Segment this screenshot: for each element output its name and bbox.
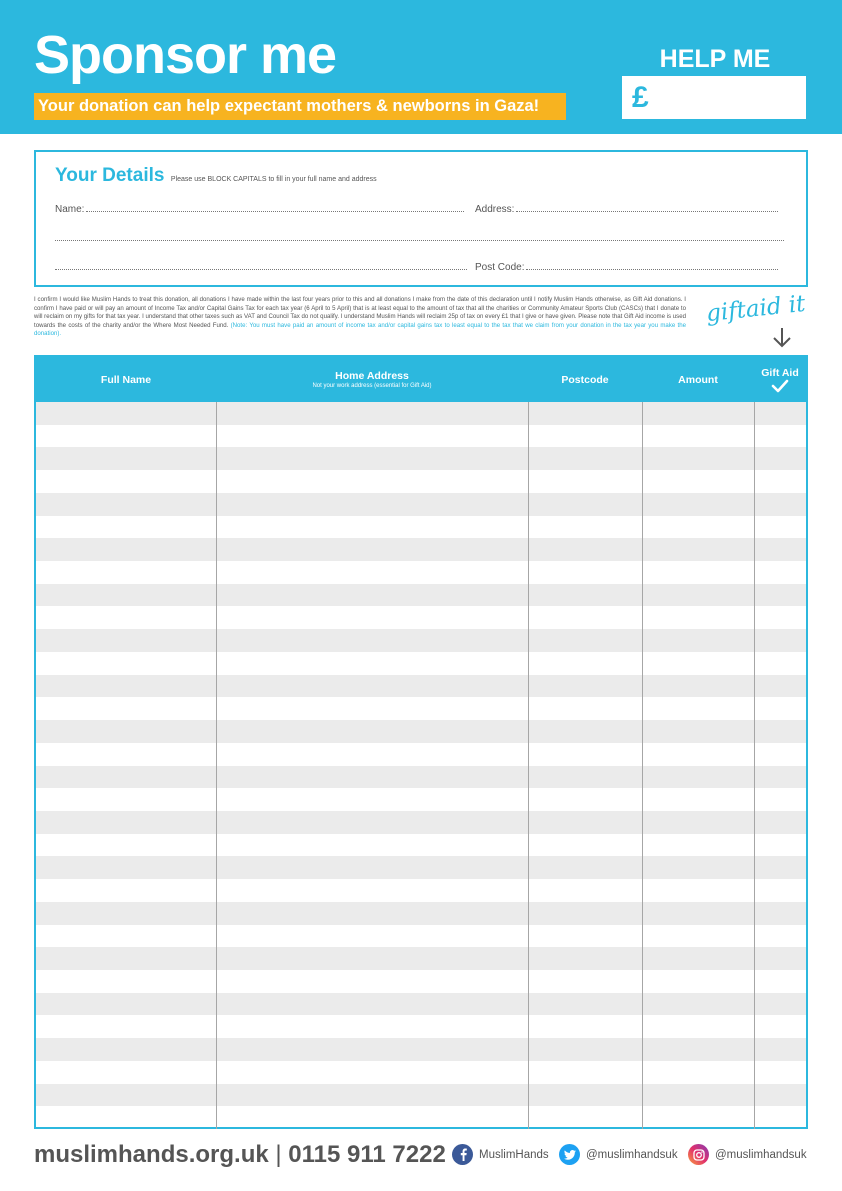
facebook-link[interactable] xyxy=(452,1144,549,1165)
address-line-3[interactable] xyxy=(55,261,469,274)
table-row[interactable] xyxy=(36,811,806,834)
postcode-label: Post Code: xyxy=(475,262,525,273)
postcode-field[interactable] xyxy=(475,261,785,274)
table-row[interactable] xyxy=(36,834,806,857)
table-row[interactable] xyxy=(36,970,806,993)
column-header-amount xyxy=(642,357,754,402)
table-row[interactable] xyxy=(36,447,806,470)
address-line-3-fill xyxy=(55,261,467,270)
footer-contact xyxy=(34,1140,446,1170)
raise-target-label: HELP ME xyxy=(659,45,771,73)
column-divider xyxy=(216,402,217,1129)
facebook-icon xyxy=(452,1144,473,1165)
column-label: Home Address xyxy=(335,369,409,382)
table-row[interactable] xyxy=(36,629,806,652)
postcode-fill-line xyxy=(526,261,778,270)
table-row[interactable] xyxy=(36,720,806,743)
address-fill-line xyxy=(516,203,778,212)
table-row[interactable] xyxy=(36,606,806,629)
table-row[interactable] xyxy=(36,561,806,584)
details-note: Please use BLOCK CAPITALS to fill in your full name and address xyxy=(170,176,377,183)
page-title: Sponsor me xyxy=(34,25,337,85)
address-field[interactable] xyxy=(475,203,785,216)
header-banner xyxy=(0,0,842,134)
table-row[interactable] xyxy=(36,652,806,675)
table-row[interactable] xyxy=(36,766,806,789)
column-header-full-name xyxy=(36,357,216,402)
address-line-2[interactable] xyxy=(55,232,785,245)
twitter-link[interactable] xyxy=(559,1144,678,1165)
table-row[interactable] xyxy=(36,1038,806,1061)
column-sublabel: Not your work address (essential for Gift Aid) xyxy=(312,382,432,389)
table-row[interactable] xyxy=(36,902,806,925)
table-row[interactable] xyxy=(36,470,806,493)
column-label: Gift Aid xyxy=(761,366,799,379)
giftaid-it-logo: giftaid it xyxy=(704,290,807,328)
column-header-postcode xyxy=(528,357,642,402)
name-fill-line xyxy=(86,203,464,212)
table-body xyxy=(36,402,806,1129)
twitter-icon xyxy=(559,1144,580,1165)
table-row[interactable] xyxy=(36,925,806,948)
table-row[interactable] xyxy=(36,425,806,448)
column-divider xyxy=(528,402,529,1129)
website-link[interactable]: muslimhands.org.uk xyxy=(34,1141,269,1168)
instagram-link[interactable] xyxy=(688,1144,807,1165)
column-header-gift-aid xyxy=(754,357,806,402)
currency-symbol: £ xyxy=(632,81,649,114)
table-row[interactable] xyxy=(36,1106,806,1129)
column-divider xyxy=(642,402,643,1129)
table-row[interactable] xyxy=(36,993,806,1016)
column-label: Full Name xyxy=(100,373,152,386)
table-row[interactable] xyxy=(36,697,806,720)
table-row[interactable] xyxy=(36,516,806,539)
address-label: Address: xyxy=(475,204,515,215)
table-header xyxy=(36,357,806,402)
footer-separator: | xyxy=(275,1141,282,1168)
table-row[interactable] xyxy=(36,856,806,879)
facebook-handle: MuslimHands xyxy=(479,1148,549,1161)
column-header-home-address xyxy=(216,357,528,402)
details-heading xyxy=(55,165,377,191)
table-row[interactable] xyxy=(36,743,806,766)
table-row[interactable] xyxy=(36,538,806,561)
page-subtitle: Your donation can help expectant mothers & newborns in Gaza! xyxy=(34,93,566,120)
address-line-2-fill xyxy=(55,232,784,241)
down-arrow-icon xyxy=(770,326,794,350)
table-row[interactable] xyxy=(36,493,806,516)
details-box xyxy=(34,150,808,287)
twitter-handle: @muslimhandsuk xyxy=(586,1148,678,1161)
name-field[interactable] xyxy=(55,203,470,216)
details-title: Your Details xyxy=(55,165,165,186)
column-label: Amount xyxy=(678,373,718,386)
declaration-note: (Note: You must have paid an amount of income tax and/or capital gains tax to least equal to the tax that we claim from your donation in the tax year you make the donation). xyxy=(34,321,686,338)
table-row[interactable] xyxy=(36,1015,806,1038)
declaration-text: I confirm I would like Muslim Hands to treat this donation, all donations I have made within the last four years prior to this and all donations I make from the date of this declaration until I notify Muslim Hands otherwise, as Gift Aid donations. I confirm I have paid or will pay an amount of Income Tax and/or Capital Gains Tax for each tax year (6 April to 5 April) that is at least equal to the amount of tax that all the charities or Community Amateur Sports Club (CASCs) that I donate to will reclaim on my gifts for that tax year. I understand that other taxes such as VAT and Council Tax do not qualify. I understand Muslim Hands will reclaim 25p of tax on every £1 that I give or have given. Please note that Gift Aid income is used towards the costs of the charity and/or the Where Most Needed Fund. xyxy=(34,296,686,329)
instagram-icon xyxy=(688,1144,709,1165)
table-row[interactable] xyxy=(36,675,806,698)
table-row[interactable] xyxy=(36,1061,806,1084)
raise-target-field[interactable] xyxy=(622,76,806,119)
name-label: Name: xyxy=(55,204,85,215)
table-row[interactable] xyxy=(36,879,806,902)
column-divider xyxy=(754,402,755,1129)
gift-aid-declaration xyxy=(34,296,686,339)
sponsor-table xyxy=(34,355,808,1129)
table-row[interactable] xyxy=(36,402,806,425)
table-row[interactable] xyxy=(36,584,806,607)
table-row[interactable] xyxy=(36,1084,806,1107)
instagram-handle: @muslimhandsuk xyxy=(715,1148,807,1161)
column-label: Postcode xyxy=(561,373,609,386)
checkmark-icon xyxy=(771,379,789,393)
table-row[interactable] xyxy=(36,947,806,970)
table-row[interactable] xyxy=(36,788,806,811)
phone-number[interactable]: 0115 911 7222 xyxy=(288,1141,446,1168)
